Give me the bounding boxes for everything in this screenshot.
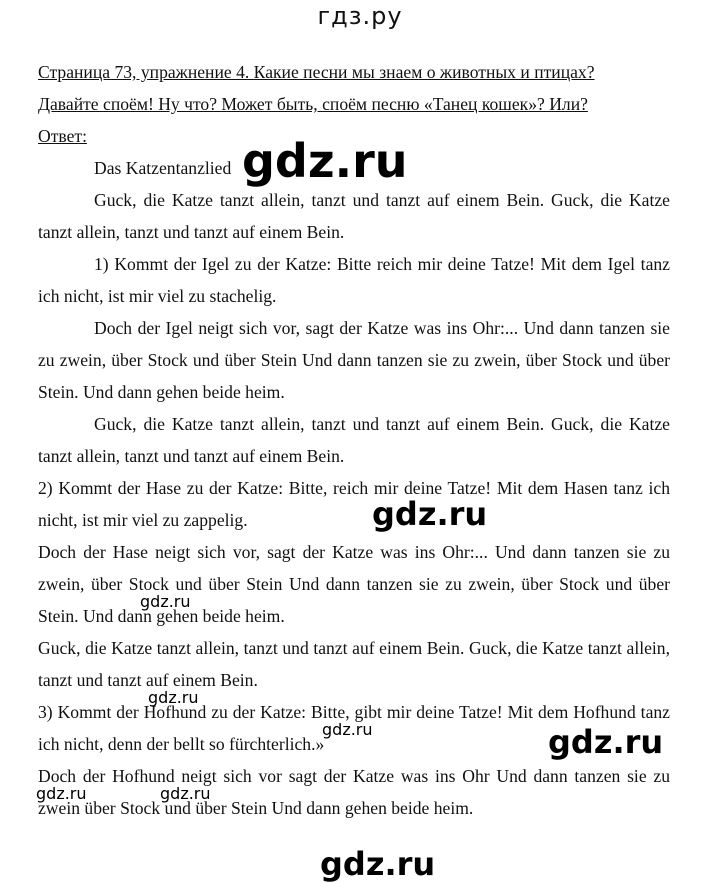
site-title: гдз.ру xyxy=(317,2,403,30)
song-paragraph-3: Doch der Igel neigt sich vor, sagt der Katze was ins Ohr:... Und dann tanzen sie zu zwein, über Stock und über Stein Und dann tanzen sie zu zwein, über Stock und über Stein. Und dann gehen beide heim. xyxy=(38,318,670,402)
song-paragraph-9: Doch der Hofhund neigt sich vor sagt der Katze was ins Ohr Und dann tanzen sie zu zwein über Stock und über Stein Und dann gehen beide heim. xyxy=(38,766,670,818)
song-paragraph-8: 3) Kommt der Hofhund zu der Katze: Bitte, gibt mir deine Tatze! Mit dem Hofhund tanz ich nicht, denn der bellt so fürchterlich.» xyxy=(38,702,670,754)
watermark: gdz.ru xyxy=(372,495,488,533)
watermark: gdz.ru xyxy=(322,720,373,739)
watermark: gdz.ru xyxy=(148,688,199,707)
song-paragraph-7: Guck, die Katze tanzt allein, tanzt und tanzt auf einem Bein. Guck, die Katze tanzt allein, tanzt und tanzt auf einem Bein. xyxy=(38,638,670,690)
watermark: gdz.ru xyxy=(548,723,664,761)
song-paragraph-2: 1) Kommt der Igel zu der Katze: Bitte reich mir deine Tatze! Mit dem Igel tanz ich nicht, ist mir viel zu stachelig. xyxy=(38,254,670,306)
watermark: gdz.ru xyxy=(320,845,436,883)
watermark: gdz.ru xyxy=(140,592,191,611)
song-paragraph-4: Guck, die Katze tanzt allein, tanzt und tanzt auf einem Bein. Guck, die Katze tanzt allein, tanzt und tanzt auf einem Bein. xyxy=(38,414,670,466)
answer-label: Ответ: xyxy=(38,126,87,146)
watermark: gdz.ru xyxy=(160,784,211,803)
song-paragraph-5: 2) Kommt der Hase zu der Katze: Bitte, reich mir deine Tatze! Mit dem Hasen tanz ich nicht, ist mir viel zu zappelig. xyxy=(38,478,670,530)
watermark: gdz.ru xyxy=(36,784,87,803)
watermark: gdz.ru xyxy=(242,134,408,188)
song-paragraph-1: Guck, die Katze tanzt allein, tanzt und tanzt auf einem Bein. Guck, die Katze tanzt allein, tanzt und tanzt auf einem Bein. xyxy=(38,190,670,242)
task-line-1: Страница 73, упражнение 4. Какие песни мы знаем о животных и птицах? xyxy=(38,62,595,82)
song-paragraph-6: Doch der Hase neigt sich vor, sagt der Katze was ins Ohr:... Und dann tanzen sie zu zwein, über Stock und über Stein Und dann tanzen sie zu zwein, über Stock und über Stein. Und dann gehen beide heim. xyxy=(38,542,670,626)
song-title: Das Katzentanzlied xyxy=(94,158,232,178)
task-line-2: Давайте споём! Ну что? Может быть, споём песню «Танец кошек»? Или? xyxy=(38,94,588,114)
